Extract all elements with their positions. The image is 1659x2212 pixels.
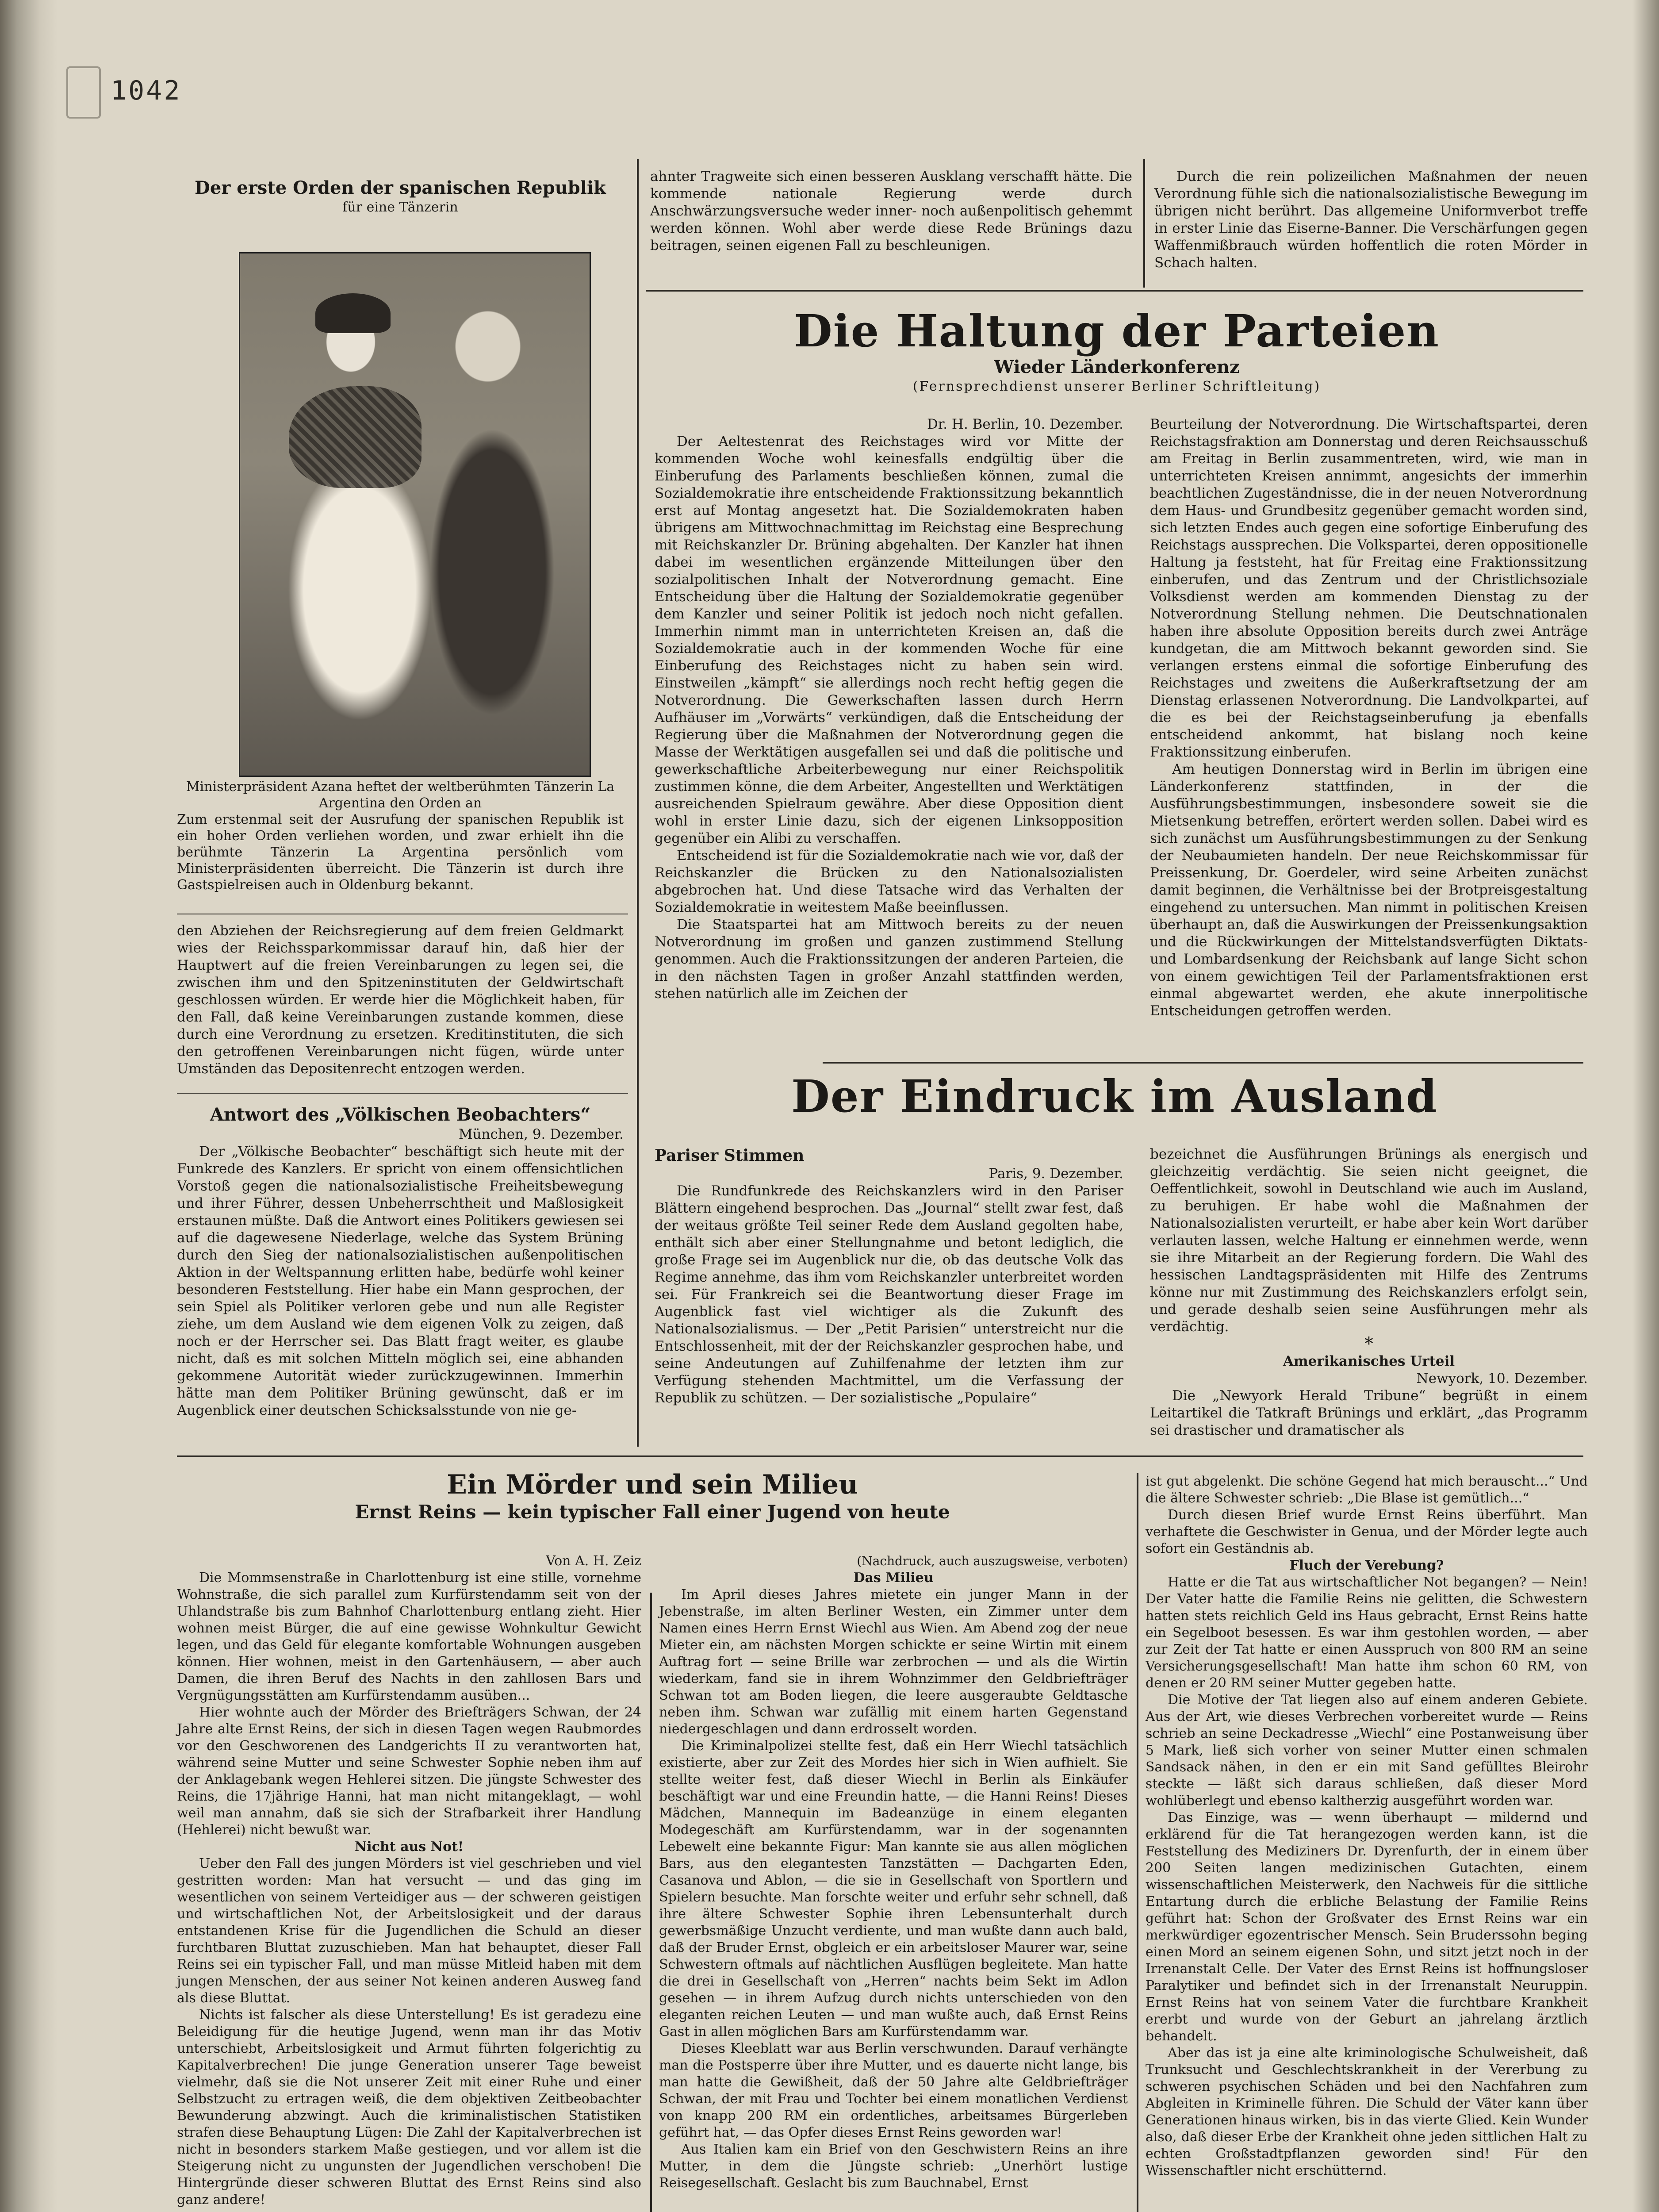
article-sparkommissar-cont bbox=[177, 922, 624, 1078]
page-number: 1042 bbox=[111, 75, 182, 106]
dateline-vb: München, 9. Dezember. bbox=[458, 1126, 624, 1142]
subhead-vererbung: Fluch der Verebung? bbox=[1289, 1558, 1444, 1573]
section-rule-top bbox=[646, 290, 1583, 292]
column-rule-bottom-1 bbox=[650, 1593, 652, 2212]
library-stamp bbox=[66, 66, 101, 119]
article-ausland-left bbox=[655, 1146, 1123, 1407]
column-rule-middle-top bbox=[1143, 159, 1145, 288]
paragraph: Beurteilung der Notverordnung. Die Wirtschaftspartei, deren Reichstagsfraktion am Donnerstag und deren Reichsausschuß am Freitag in Berlin zusammentreten, wird, wie man in unterrichteten Kreisen annimmt, angesichts der immerhin beachtlichen Zugeständnisse, die in der neuen Notverordnung dem Haus- und Grundbesitz gegenüber gemacht worden sind, sich letzten Endes auch gegen eine sofortige Einberufung des Reichstags aussprechen. Die Volkspartei, deren oppositionelle Haltung ja feststeht, hat für Freitag eine Fraktionssitzung einberufen, und das Zentrum und der Christlichsoziale Volksdienst werden am kommenden Dienstag zu der Notverordnung Stellung nehmen. Die Deutschnationalen haben ihre absolute Opposition bereits durch zwei Anträge kundgetan, die am Mittwoch bekannt geworden sind. Sie verlangen erstens einmal die sofortige Einberufung des Reichstages und zweitens die Außerkraftsetzung der am Dienstag erlassenen Notverordnung. Die Landvolkpartei, auf die es bei der Reichstagseinberufung ja ebenfalls entscheidend ankommt, hat bislang noch keine Fraktionssitzung einberufen. bbox=[1150, 416, 1588, 760]
paragraph: den Abziehen der Reichsregierung auf dem freien Geldmarkt wies der Reichssparkommissar darauf hin, daß hier der Hauptwert auf die freien Vereinbarungen zu legen sei, die zwischen ihm und den Spitzeninstituten der Geldwirtschaft geschlossen würden. Er werde hier die Möglichkeit haben, für den Fall, daß keine Vereinbarungen zustande kommen, diese durch eine Verordnung zu ersetzen. Kreditinstituten, die sich den getroffenen Vereinbarungen nicht fügen, würde unter Umständen das Depositenrecht entzogen werden. bbox=[177, 923, 624, 1077]
paragraph: ahnter Tragweite sich einen besseren Ausklang verschafft hätte. Die kommende nationale Regierung werde durch Anschwärzungsversuche weder inner- noch außenpolitisch gehemmt werden können. Wohl aber werde diese Rede Brünings dazu beitragen, seinen eigenen Fall zu beschleunigen. bbox=[650, 169, 1132, 253]
article-ausland-header bbox=[646, 1071, 1583, 1122]
section-rule-bottom bbox=[177, 1455, 1583, 1457]
paragraph: Nichts ist falscher als diese Unterstellung! Es ist geradezu eine Beleidigung für die heutige Jugend, wenn man ihr das Motiv unterschiebt, Arbeitslosigkeit und Armut führten folgerichtig zu Kapitalverbrechen! Die junge Generation unserer Tage beweist vielmehr, daß sie die Not unserer Zeit mit einer Ruhe und einer Selbstzucht zu ertragen weiß, die dem objektiven Zeitbeobachter Bewunderung abzwingt. Auch die kriminalistischen Statistiken strafen diese Behauptung Lügen: Die Zahl der Kapitalverbrechen ist nicht in besonders starkem Maße gestiegen, und vor allem ist die Steigerung nicht zu ungunsten der Jugendlichen verschoben! Die Hintergründe dieser schweren Bluttat des Ernst Reins sind also ganz andere! bbox=[177, 2007, 641, 2208]
photo-caption-block bbox=[177, 779, 624, 893]
paragraph: Aus Italien kam ein Brief von den Geschwistern Reins an ihre Mutter, in dem die Jüngste schrieb: „Unerhört lustige Reisegesellschaft. Geslacht bis zum Bauchnabel, Ernst bbox=[659, 2142, 1128, 2191]
paragraph: Durch die rein polizeilichen Maßnahmen der neuen Verordnung fühle sich die nationalsozialistische Bewegung im übrigen nicht berührt. Das allgemeine Uniformverbot treffe in erster Linie das Eiserne-Banner. Die Verschärfungen gegen Waffenmißbrauch würden hoffentlich die roten Mörder in Schach halten. bbox=[1154, 169, 1588, 271]
subhead-parteien: Wieder Länderkonferenz bbox=[994, 357, 1240, 377]
paragraph: Die „Newyork Herald Tribune“ begrüßt in einem Leitartikel die Tatkraft Brünings und erklärt, „das Programm sei drastischer und dramatischer als bbox=[1150, 1388, 1588, 1438]
subhead-moerder: Ernst Reins — kein typischer Fall einer Jugend von heute bbox=[355, 1501, 950, 1523]
photo-figure-shawl bbox=[289, 386, 421, 488]
photo-figure-hat bbox=[315, 293, 391, 333]
paragraph: Die Rundfunkrede des Reichskanzlers wird in den Pariser Blättern eingehend besprochen. Das „Journal“ stellt zwar fest, daß der weitaus größte Teil seiner Rede dem Ausland gegolten habe, enthält sich aber einer Stellungnahme und betont lediglich, die große Frage sei im Augenblick nur die, ob das deutsche Volk das Regime annehme, das ihm vom Reichskanzler unterbreitet worden sei. Für Frankreich sei die Beantwortung dieser Frage im Augenblick fast viel wichtiger als die Zukunft des Nationalsozialismus. — Der „Petit Parisien“ unterstreicht nur die Entschlossenheit, mit der der Reichskanzler gesprochen habe, und seine Andeutungen auf Zuhilfenahme der letzten ihm zur Verfügung stehenden Machtmittel, um die Verfassung der Republik zu schützen. — Der sozialistische „Populaire“ bbox=[655, 1183, 1123, 1406]
article-moerder-c3 bbox=[1146, 1473, 1588, 2179]
photo-caption-text: Zum erstenmal seit der Ausrufung der spanischen Republik ist ein hoher Orden verliehen worden, und zwar erhielt ihn die berühmte Tänzerin La Argentina persönlich vom Ministerpräsidenten überreicht. Die Tänzerin ist durch ihre Gastspielreisen auch in Oldenburg bekannt. bbox=[177, 812, 624, 893]
article-ausland-right bbox=[1150, 1146, 1588, 1439]
page-edge-shadow bbox=[1632, 0, 1659, 2212]
paragraph: bezeichnet die Ausführungen Brünings als energisch und gleichzeitig verdächtig. Sie seien nicht geeignet, die Oeffentlichkeit, sowohl in Deutschland wie auch im Ausland, zu beruhigen. Er habe wohl die Maßnahmen der Nationalsozialisten verurteilt, er habe aber kein Wort darüber verlauten lassen, welche Haltung er einnehmen werde, wenn sie ihre Mitarbeit an der Regierung fordern. Die Wahl des hessischen Landtagspräsidenten mit Hilfe des Zentrums könne nur mit Zustimmung des Reichskanzlers erfolgt sein, und gerade deshalb seien seine Ausführungen mehr als verdächtig. bbox=[1150, 1146, 1588, 1335]
paragraph: Aber das ist ja eine alte kriminologische Schulweisheit, daß Trunksucht und Geschlechtskrankheit in der Vererbung zu schweren psychischen Schäden und bei den Nachfahren zum Abgleiten in Kriminelle führen. Die Schuld der Väter kann über Generationen hinaus wirken, bis in das vierte Glied. Kein Wunder also, daß dieser Erbe der Krankheit ohne jeden sittlichen Halt zu echten Großstadtpflanzen geworden sind! Für den Wissenschaftler nicht erschütternd. bbox=[1146, 2045, 1588, 2178]
paragraph: Entscheidend ist für die Sozialdemokratie nach wie vor, daß der Reichskanzler die Brücken zu den Nationalsozialisten abgebrochen hat. Und diese Tatsache wird das Verhalten der Sozialdemokratie in weitestem Maße beeinflussen. bbox=[655, 848, 1123, 915]
article-moerder-c2 bbox=[659, 1553, 1128, 2192]
paragraph: Die Motive der Tat liegen also auf einem anderen Gebiete. Aus der Art, wie dieses Verbrechen vorbereitet wurde — Reins schrieb an seine Deckadresse „Wiechl“ eine Postanweisung über 5 Mark, ließ sich vorher von seiner Mutter einen schmalen Sandsack nähen, in den er ein mit Sand gefülltes Bleirohr steckte — läßt sich daraus schließen, daß dieser Mord wohlüberlegt und ebenso kaltherzig ausgeführt worden war. bbox=[1146, 1692, 1588, 1809]
article-parteien-right bbox=[1150, 416, 1588, 1020]
separator-star: * bbox=[1364, 1334, 1373, 1354]
paragraph: Die Mommsenstraße in Charlottenburg ist eine stille, vornehme Wohnstraße, die sich parallel zum Kurfürstendamm seit von der Uhlandstraße bis zum Bahnhof Charlottenburg entlang zieht. Hier wohnen meist Bürger, die auf eine gewisse Wohnkultur Gewicht legen, und das Geld für elegante komfortable Wohnungen ausgeben können. Hier wohnen, meist in den Gartenhäusern, — aber auch Damen, die ihren Beruf des Nachts in den zahllosen Bars und Vergnügungsstätten am Kurfürstendamm ausüben... bbox=[177, 1570, 641, 1703]
section-rule-col1-vb bbox=[177, 1093, 628, 1094]
paragraph: Der Aeltestenrat des Reichstages wird vor Mitte der kommenden Woche wohl keinesfalls endgültig über die Einberufung des Parlaments beschließen können, zumal die Sozialdemokratie ihre entscheidende Fraktionssitzung bekanntlich erst auf Montag angesetzt hat. Die Sozialdemokraten haben übrigens am Mittwochnachmittag im Reichstag eine Besprechung mit Reichskanzler Dr. Brüning abgehalten. Der Kanzler hat ihnen dabei im wesentlichen ergänzende Mitteilungen über den sozialpolitischen Inhalt der Notverordnung gemacht. Eine Entscheidung über die Haltung der Sozialdemokratie gegenüber dem Kanzler und seiner Politik ist jedoch noch nicht gefallen. Immerhin nimmt man in unterrichteten Kreisen an, daß die Sozialdemokratie auch in der kommenden Woche für eine Einberufung des Reichstages nicht zu haben sein wird. Einstweilen „kämpft“ sie allerdings noch recht heftig gegen die Notverordnung. Die Gewerkschaften lassen durch Herrn Aufhäuser im „Vorwärts“ verkündigen, daß die Entscheidung der Regierung über die Maßnahmen der Notverordnung gegen die Masse der Werktätigen ausgefallen sei und daß die politische und gewerkschaftliche Arbeiterbewegung nur einer Reichspolitik zustimmen könne, die dem Arbeiter, Angestellten und Werktätigen ausreichenden Spielraum gewähre. Aber diese Opposition dient wohl in erster Linie dazu, sich der eigenen Linksopposition gegenüber ein Alibi zu verschaffen. bbox=[655, 434, 1123, 846]
article-parteien-header bbox=[650, 305, 1583, 396]
article-orden bbox=[177, 177, 624, 215]
paragraph: Der „Völkische Beobachter“ beschäftigt sich heute mit der Funkrede des Kanzlers. Er spricht von einem offensichtlichen Vorstoß gegen die nationalsozialistische Freiheitsbewegung und ihrer Führer, dessen Unbeherrschtheit und Maßlosigkeit erstaunen müßte. Daß die Antwort eines Politikers gewiesen sei auf die dagewesene Niederlage, welche das System Brüning durch den Sieg der nationalsozialistischen außenpolitischen Aktion in der Weltspannung erlitten habe, bedürfe wohl keiner besonderen Feststellung. Hier habe ein Mann gesprochen, der sein Spiel als Politiker verloren gebe und nun alle Register ziehe, um dem Ausland wie dem eigenen Volk zu zeigen, daß noch er der Herrscher sei. Das Blatt fragt weiter, es glaube nicht, daß es mit solchen Mitteln möglich sei, eine abhanden gekommene Autorität wieder zurückzugewinnen. Immerhin hätte man dem Politiker Brüning gewünscht, daß er im Augenblick einer deutschen Schicksalsstunde von nie ge- bbox=[177, 1144, 624, 1418]
paragraph: Ueber den Fall des jungen Mörders ist viel geschrieben und viel gestritten worden: Man hat versucht — und das ging im wesentlichen von seinem Verteidiger aus — der schweren geistigen und wirtschaftlichen Not, der Arbeitslosigkeit und der daraus entstandenen Krise für die Jugendlichen die Schuld an dieser furchtbaren Bluttat zuzuschieben. Man hat behauptet, dieser Fall Reins sei ein typischer Fall, und man müsse Mitleid haben mit dem jungen Menschen, der aus seiner Not keinen anderen Ausweg fand als diese Bluttat. bbox=[177, 1856, 641, 2006]
paragraph: Die Staatspartei hat am Mittwoch bereits zu der neuen Notverordnung im großen und ganzen zustimmend Stellung genommen. Auch die Fraktionssitzungen der anderen Parteien, die in den nächsten Tagen in großer Anzahl stattfinden werden, stehen natürlich alle im Zeichen der bbox=[655, 917, 1123, 1002]
article-col2-top bbox=[650, 168, 1132, 254]
paragraph: Durch diesen Brief wurde Ernst Reins überführt. Man verhaftete die Geschwister in Genua, und der Mörder legte auch sofort ein Geständnis ab. bbox=[1146, 1507, 1588, 1556]
headline-moerder: Ein Mörder und sein Milieu bbox=[447, 1469, 858, 1500]
paragraph: Die Kriminalpolizei stellte fest, daß ein Herr Wiechl tatsächlich existierte, aber zur Zeit des Mordes hier sich in Wien aufhielt. Sie stellte weiter fest, daß dieser Wiechl in Berlin als Einkäufer beschäftigt war und eine Freundin hatte, — die Hanni Reins! Dieses Mädchen, Mannequin im Badeanzüge in einem eleganten Modegeschäft am Kurfürstendamm, war in der sogenannten Lebewelt eine bekannte Figur: Man kannte sie aus allen möglichen Bars, aus den elegantesten Tanzstätten — Dachgarten Eden, Casanova und Ablon, — die sie in Gesellschaft von Sportlern und Spielern besuchte. Man forschte weiter und erfuhr sehr schnell, daß ihre ältere Schwester Sophie ihren Lebensunterhalt durch gewerbsmäßige Unzucht verdiente, und man wußte dann auch bald, daß der Bruder Ernst, obgleich er ein arbeitsloser Maurer war, seine Schwestern oftmals auf nächtlichen Ausflügen begleitete. Man hatte die drei in Gesellschaft von „Herren“ nachts beim Sekt im Adlon gesehen — in ihrem Aufzug durch nichts unterschieden von den eleganten reichen Leuten — und man wußte auch, daß Ernst Reins Gast in allen möglichen Bars am Kurfürstendamm war. bbox=[659, 1738, 1128, 2039]
section-rule-ausland bbox=[823, 1062, 1583, 1064]
column-rule-bottom-2 bbox=[1137, 1473, 1138, 2212]
headline-orden-sub: für eine Tänzerin bbox=[342, 200, 458, 215]
paragraph: Hatte er die Tat aus wirtschaftlicher Not begangen? — Nein! Der Vater hatte die Familie Reins nie gelitten, die Schwestern hatten stets reichlich Geld ins Haus gebracht, Ernst Reins hatte ein Segelboot besessen. Es war ihm gestohlen worden, — aber zur Zeit der Tat hatte er einen Ausspruch von 800 RM an seine Versicherungsgesellschaft! Man hatte ihm schon 60 RM, von denen er 20 RM seiner Mutter gegeben hatte. bbox=[1146, 1575, 1588, 1691]
headline-ausland: Der Eindruck im Ausland bbox=[791, 1070, 1438, 1122]
subhead-amerika: Amerikanisches Urteil bbox=[1283, 1353, 1455, 1369]
subhead-nicht-aus-not: Nicht aus Not! bbox=[354, 1839, 464, 1855]
paragraph: Das Einzige, was — wenn überhaupt — mildernd und erklärend für die Tat herangezogen werden kann, ist die Feststellung des Mediziners Dr. Dyrenfurth, der in einem über 200 Seiten langen medizinischen Gutachten, einem wissenschaftlichen Meisterwerk, den Nachweis für die sittliche Entartung durch die erbliche Belastung der Familie Reins geführt hat: Schon der Großvater des Ernst Reins war ein merkwürdiger egozentrischer Mensch. Sein Bruderssohn beging einen Mord an seinem eigenen Sohn, und sitzt jetzt noch in der Irrenanstalt Celle. Der Vater des Ernst Reins ist hoffnungsloser Paralytiker und befindet sich in der Irrenanstalt Neuruppin. Ernst Reins hat von seinem Vater die furchtbare Krankheit ererbt und wurde von der Geburt an jahrelang ärztlich behandelt. bbox=[1146, 1810, 1588, 2044]
article-col3-top bbox=[1154, 168, 1588, 272]
headline-vb: Antwort des „Völkischen Beobachters“ bbox=[210, 1104, 591, 1125]
paragraph: ist gut abgelenkt. Die schöne Gegend hat mich berauscht...“ Und die ältere Schwester schrieb: „Die Blase ist gemütlich...“ bbox=[1146, 1474, 1588, 1506]
subhead-milieu: Das Milieu bbox=[853, 1570, 934, 1586]
paragraph: Im April dieses Jahres mietete ein junger Mann in der Jebenstraße, im alten Berliner Westen, ein Zimmer unter dem Namen eines Herrn Ernst Wiechl aus Wien. Am Abend zog der neue Mieter ein, am nächsten Morgen schickte er seine Wirtin mit einem Auftrag fort — seine Brille war zerbrochen — und als die Wirtin wiederkam, fand sie in ihrem Wohnzimmer den Geldbriefträger Schwan tot am Boden liegen, die leere ausgeraubte Geldtasche neben ihm. Schwan war zufällig mit einem harten Gegenstand niedergeschlagen und dann erdrosselt worden. bbox=[659, 1587, 1128, 1737]
article-moerder-c1 bbox=[177, 1553, 641, 2208]
dateline-amerika: Newyork, 10. Dezember. bbox=[1416, 1371, 1588, 1386]
photo-caption: Ministerpräsident Azana heftet der weltberühmten Tänzerin La Argentina den Orden an bbox=[186, 779, 615, 811]
book-binding-shadow bbox=[0, 0, 57, 2212]
subhead-ausland: Pariser Stimmen bbox=[655, 1146, 805, 1165]
source-line: (Fernsprechdienst unserer Berliner Schriftleitung) bbox=[912, 379, 1321, 394]
byline: Von A. H. Zeiz bbox=[546, 1553, 641, 1569]
article-moerder-header bbox=[177, 1469, 1128, 1524]
dateline-ausland: Paris, 9. Dezember. bbox=[989, 1166, 1123, 1182]
headline-parteien: Die Haltung der Parteien bbox=[794, 305, 1440, 357]
article-voelkischer-beobachter bbox=[177, 1104, 624, 1419]
column-rule-left bbox=[637, 159, 639, 1447]
headline-orden: Der erste Orden der spanischen Republik bbox=[195, 177, 606, 198]
photo-la-argentina bbox=[239, 252, 591, 777]
paragraph: Am heutigen Donnerstag wird in Berlin im übrigen eine Länderkonferenz stattfinden, in der die Ausführungsbestimmungen, insbesondere soweit sie die Mietsenkung betreffen, erörtert werden sollen. Dabei wird es sich zunächst um Ausführungsbestimmungen zu der Senkung der Neubaumieten handeln. Der neue Reichskommissar für Preissenkung, Dr. Goerdeler, wird seine Arbeiten zunächst damit beginnen, die Verhältnisse bei der Brotpreisgestaltung eingehend zu untersuchen. Man nimmt in politischen Kreisen überhaupt an, daß die Auswirkungen der Preissenkungsaktion und die Rückwirkungen der Mittelstandsverfügten Diktats- und Lombardsenkung der Reichsbank auf lange Sicht schon von einem gewichtigen Teil der Parlamentsfraktionen erst einmal abgewartet werden, ehe akute innerpolitische Entscheidungen getroffen werden. bbox=[1150, 761, 1588, 1019]
article-parteien-left bbox=[655, 416, 1123, 1002]
paragraph: Hier wohnte auch der Mörder des Briefträgers Schwan, der 24 Jahre alte Ernst Reins, der sich in diesen Tagen wegen Raubmordes vor den Geschworenen des Landgerichts II zu verantworten hat, während seine Mutter und seine Schwester Sophie neben ihm auf der Anklagebank wegen Hehlerei sitzen. Die jüngste Schwester des Reins, die 17jährige Hanni, hat man nicht mitangeklagt, — wohl weil man annahm, daß sie sich der Strafbarkeit ihrer Handlung (Hehlerei) nicht bewußt war. bbox=[177, 1705, 641, 1838]
reprint-notice: (Nachdruck, auch auszugsweise, verboten) bbox=[857, 1554, 1128, 1568]
dateline-parteien: Dr. H. Berlin, 10. Dezember. bbox=[927, 416, 1123, 432]
paragraph: Dieses Kleeblatt war aus Berlin verschwunden. Darauf verhängte man die Postsperre über ihre Mutter, und es dauerte nicht lange, bis man hatte die Gewißheit, daß der 50 Jahre alte Geldbriefträger Schwan, der mit Frau und Tochter bei einem monatlichen Verdienst von knapp 200 RM ein ordentliches, arbeitsames Bürgerleben geführt hat, — das Opfer dieses Ernst Reins geworden war! bbox=[659, 2041, 1128, 2140]
